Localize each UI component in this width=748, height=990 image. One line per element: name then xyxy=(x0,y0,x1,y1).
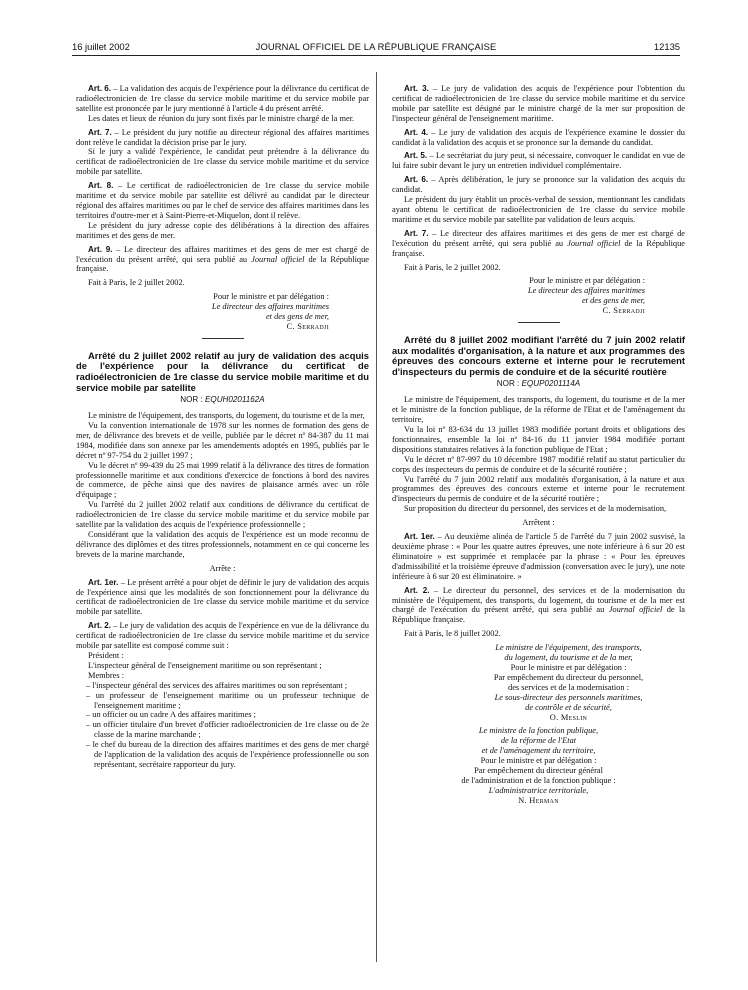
article-6: Art. 6. – La validation des acquis de l'expérience pour la délivrance du certificat de radioélectronicien de 1re classe du service mobile maritime et du service mobile par satellite est prononcée par le jury mentionné à l'article 4 du présent arrêté. xyxy=(76,84,369,113)
article-7: Art. 7. – Le président du jury notifie au directeur régional des affaires maritimes dont relève le candidat la décision prise par le jury. xyxy=(76,127,369,147)
paragraph: Président : xyxy=(88,650,124,660)
right-column xyxy=(392,84,685,806)
paragraph: Vu la convention internationale de 1978 sur les normes de formation des gens de mer, de délivrance des brevets et de veille, publiée par le décret nº 84-387 du 11 mai 1984, modifiée dans son annexe par les amendements adoptés en 1995, publiés par le décret nº 97-754 du 2 juillet 1997 ; xyxy=(76,421,369,460)
signature-block-equipment: Le ministre de l'équipement, des transports, du logement, du tourisme et de la mer, Pour le ministre et par délégation : Par empêchement du directeur du personnel, des services et de la modernisation : Le sous-directeur des personnels maritimes, de contrôle et de sécurité, O. Meslin xyxy=(392,643,685,722)
header-date: 16 juillet 2002 xyxy=(72,41,130,52)
article-9: Art. 9. – Le directeur des affaires maritimes et des gens de mer est chargé de l'exécution du présent arrêté, qui sera publié au Journal officiel de la République française. xyxy=(76,244,369,274)
decree-title: Arrêté du 2 juillet 2002 relatif au jury de validation des acquis de l'expérience pour la délivrance du certificat de radioélectronicien de 1re classe du service mobile maritime et du service mobile par satellite xyxy=(76,349,369,393)
left-column xyxy=(76,84,369,770)
list-item: – le chef du bureau de la direction des affaires maritimes et des gens de mer chargé de l'application de la validation des acquis de l'expérience professionnelle ou son représentant, secrétaire rapporteur du jury. xyxy=(86,740,369,769)
paragraph: Vu la loi nº 83-634 du 13 juillet 1983 modifiée portant droits et obligations des fonctionnaires, ensemble la loi nº 84-16 du 11 janvier 1984 modifiée portant dispositions statutaires relatives à la fonction publique de l'Etat ; xyxy=(392,425,685,454)
article-8: Art. 8. – Le certificat de radioélectronicien de 1re classe du service mobile maritime et du service mobile par satellite est délivré au candidat par le directeur régional des affaires maritimes ou par le chef de service des affaires maritimes dans les territoires d'outre-mer et à Saint-Pierre-et-Miquelon, dont il relève. xyxy=(76,181,369,220)
article-6: Art. 6. – Après délibération, le jury se prononce sur la validation des acquis du candidat. xyxy=(392,175,685,195)
paragraph: Vu l'arrêté du 2 juillet 2002 relatif aux conditions de délivrance du certificat de radioélectronicien de 1re classe du service mobile maritime et du service mobile par satellite par la validation des acquis de l'expérience professionnelle ; xyxy=(76,500,369,530)
article-1: Art. 1er. – Au deuxième alinéa de l'article 5 de l'arrêté du 7 juin 2002 susvisé, la deuxième phrase : « Pour les quatre autres épreuves, une note inférieure à 6 sur 20 est éliminatoire » est supprimée et remplacée par la phrase : « Pour les épreuves d'admissibilité et la troisième épreuve d'admission (conversation avec le jury), une note inférieure à 6 sur 20 est éliminatoire. » xyxy=(392,532,685,581)
arrete-heading: Arrête : xyxy=(209,563,236,573)
column-divider xyxy=(376,72,377,962)
separator xyxy=(518,322,560,323)
arretent-heading: Arrêtent : xyxy=(522,518,555,528)
paragraph: Le président du jury établit un procès-verbal de session, mentionnant les candidats ayant obtenu le certificat de radioélectronicien de 1re classe du service mobile maritime et du service mobile par satellite par validation de leurs acquis. xyxy=(392,195,685,224)
signature-block: Pour le ministre et par délégation : Le directeur des affaires maritimes et des gens de mer, C. Serradji xyxy=(392,276,685,316)
article-2: Art. 2. – Le jury de validation des acquis de l'expérience en vue de la délivrance du certificat de radioélectronicien de 1re classe du service mobile maritime et du service mobile par satellite est composé comme suit : xyxy=(76,621,369,651)
paragraph: Vu le décret nº 99-439 du 25 mai 1999 relatif à la délivrance des titres de formation professionnelle maritime et aux conditions d'exercice de fonctions à bord des navires de commerce, de pêche ainsi que des navires de plaisance armés avec un rôle d'équipage ; xyxy=(76,460,369,500)
page-header xyxy=(72,41,680,55)
paragraph: Le président du jury adresse copie des délibérations à la direction des affaires maritimes et des gens de mer. xyxy=(76,220,369,240)
done-at: Fait à Paris, le 2 juillet 2002. xyxy=(88,278,185,288)
article-7: Art. 7. – Le directeur des affaires maritimes et des gens de mer est chargé de l'exécution du présent arrêté, qui sera publié au Journal officiel de la République française. xyxy=(392,228,685,258)
signature-block-public-service: Le ministre de la fonction publique, de la réforme de l'Etat et de l'aménagement du territoire, Pour le ministre et par délégation : Par empêchement du directeur général de l'administration et de la fonction publique : L'administratrice territoriale, N. Herman xyxy=(392,726,685,805)
separator xyxy=(202,338,244,339)
paragraph: Si le jury a validé l'expérience, le candidat peut prétendre à la délivrance du certificat de radioélectronicien de 1re classe du service mobile maritime et du service mobile par satellite. xyxy=(76,147,369,177)
signatory-name: N. Herman xyxy=(518,795,559,805)
paragraph: L'inspecteur général de l'enseignement maritime ou son représentant ; xyxy=(88,660,322,670)
article-4: Art. 4. – Le jury de validation des acquis de l'expérience examine le dossier du candidat à la validation des acquis et se prononce sur la demande du candidat. xyxy=(392,127,685,147)
paragraph: Le ministre de l'équipement, des transports, du logement, du tourisme et de la mer, xyxy=(88,411,365,421)
paragraph: Le ministre de l'équipement, des transports, du logement, du tourisme et de la mer et le ministre de la fonction publique, de la réforme de l'Etat et de l'aménagement du territoire, xyxy=(392,395,685,425)
decree-title: Arrêté du 8 juillet 2002 modifiant l'arrêté du 7 juin 2002 relatif aux modalités d'organisation, à la nature et aux programmes des épreuves des concours externe et interne pour le recrutement d'inspecteurs du permis de conduire et de la sécurité routière xyxy=(392,334,685,377)
done-at: Fait à Paris, le 8 juillet 2002. xyxy=(404,629,501,639)
article-5: Art. 5. – Le secrétariat du jury peut, si nécessaire, convoquer le candidat en vue de lui faire subir devant le jury un entretien individuel complémentaire. xyxy=(392,151,685,171)
signatory-name: O. Meslin xyxy=(549,712,588,722)
paragraph: Vu le décret nº 87-997 du 10 décembre 1987 modifié relatif au statut particulier du corps des inspecteurs du permis de conduire et de la sécurité routière ; xyxy=(392,454,685,474)
paragraph: Membres : xyxy=(88,670,125,680)
nor-reference: NOR : EQUP0201114A xyxy=(496,379,581,389)
article-2: Art. 2. – Le directeur du personnel, des services et de la modernisation du ministère de l'équipement, des transports, du logement, du tourisme et de la mer est chargé de l'exécution du présent arrêté, qui sera publié au Journal officiel de la République française. xyxy=(392,585,686,625)
list-item: – l'inspecteur général des services des affaires maritimes ou son représentant ; xyxy=(86,680,348,690)
article-1: Art. 1er. – Le présent arrêté a pour objet de définir le jury de validation des acquis de l'expérience ainsi que les modalités de son fonctionnement pour la délivrance du certificat de radioélectronicien de 1re classe du service mobile maritime et du service mobile par satellite. xyxy=(76,577,369,617)
signature-block: Pour le ministre et par délégation : Le directeur des affaires maritimes et des gens de mer, C. Serradji xyxy=(76,292,369,332)
signatory-name: C. Serradji xyxy=(286,321,329,331)
header-rule xyxy=(72,55,680,56)
members-list xyxy=(76,681,369,770)
paragraph: Sur proposition du directeur du personnel, des services et de la modernisation, xyxy=(404,504,667,514)
list-item: – un officier titulaire d'un brevet d'officier radioélectronicien de 1re classe ou de 2e classe de la marine marchande ; xyxy=(86,720,369,740)
signatory-name: C. Serradji xyxy=(602,306,645,316)
done-at: Fait à Paris, le 2 juillet 2002. xyxy=(404,262,501,272)
journal-title: JOURNAL OFFICIEL DE LA RÉPUBLIQUE FRANÇAISE xyxy=(255,41,497,52)
article-3: Art. 3. – Le jury de validation des acquis de l'expérience pour l'obtention du certificat de radioélectronicien de 1re classe du service mobile maritime et du service mobile par satellite est désigné par le ministre chargé de la mer sur proposition de l'inspecteur général de l'enseignement maritime. xyxy=(392,84,685,123)
page-number: 12135 xyxy=(653,41,680,52)
paragraph: Considérant que la validation des acquis de l'expérience est un mode reconnu de délivrance des diplômes et des titres professionnels, notamment en ce qui concerne les brevets de la marine marchande, xyxy=(76,530,369,559)
paragraph: Vu l'arrêté du 7 juin 2002 relatif aux modalités d'organisation, à la nature et aux programmes des épreuves des concours externe et interne pour le recrutement d'inspecteurs du permis de conduire et de la sécurité routière ; xyxy=(392,474,685,504)
nor-reference: NOR : EQUH0201162A xyxy=(180,395,265,405)
paragraph: Les dates et lieux de réunion du jury sont fixés par le ministre chargé de la mer. xyxy=(88,113,355,123)
list-item: – un professeur de l'enseignement maritime ou un professeur technique de l'enseignement maritime ; xyxy=(86,690,369,710)
list-item: – un officier ou un cadre A des affaires maritimes ; xyxy=(86,710,256,720)
